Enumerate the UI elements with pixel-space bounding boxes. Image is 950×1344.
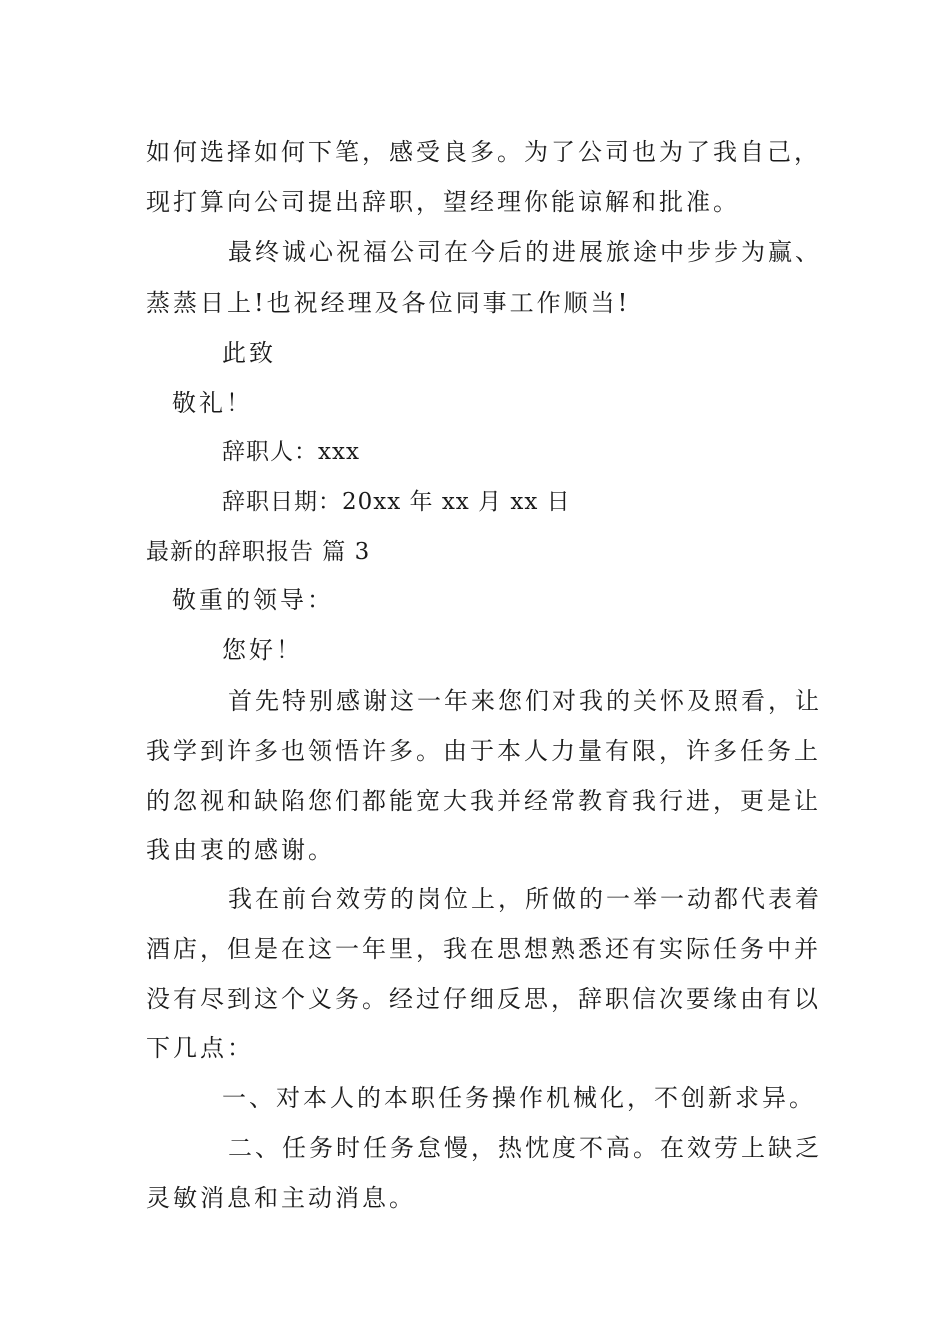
greeting-hello: 您好！ [222,636,303,664]
signatory: 辞职人：xxx [222,439,360,465]
text-line: 现打算向公司提出辞职，望经理你能谅解和批准。 [146,188,740,216]
text-line: 蒸蒸日上!也祝经理及各位同事工作顺当! [146,289,631,317]
text-line: 最终诚心祝福公司在今后的进展旅途中步步为赢、 [228,238,822,266]
section-heading: 最新的辞职报告 篇 3 [146,539,371,565]
list-item: 二、任务时任务怠慢，热忱度不高。在效劳上缺乏 [228,1134,822,1162]
salutation-close: 敬礼！ [172,389,253,417]
text-line: 如何选择如何下笔，感受良多。为了公司也为了我自己， [146,138,821,166]
text-line: 灵敏消息和主动消息。 [146,1184,416,1212]
greeting: 敬重的领导： [172,586,334,614]
text-line: 我在前台效劳的岗位上，所做的一举一动都代表着 [228,885,822,913]
text-line: 首先特别感谢这一年来您们对我的关怀及照看，让 [228,687,822,715]
list-item: 一、对本人的本职任务操作机械化，不创新求异。 [222,1084,816,1112]
closing-line: 此致 [222,339,276,367]
text-line: 没有尽到这个义务。经过仔细反思，辞职信次要缘由有以 [146,985,821,1013]
text-line: 我学到许多也领悟许多。由于本人力量有限，许多任务上 [146,737,821,765]
resignation-date: 辞职日期：20xx 年 xx 月 xx 日 [222,489,571,515]
text-line: 的忽视和缺陷您们都能宽大我并经常教育我行进，更是让 [146,787,821,815]
text-line: 酒店，但是在这一年里，我在思想熟悉还有实际任务中并 [146,935,821,963]
text-line: 下几点： [146,1034,254,1062]
text-line: 我由衷的感谢。 [146,836,335,864]
